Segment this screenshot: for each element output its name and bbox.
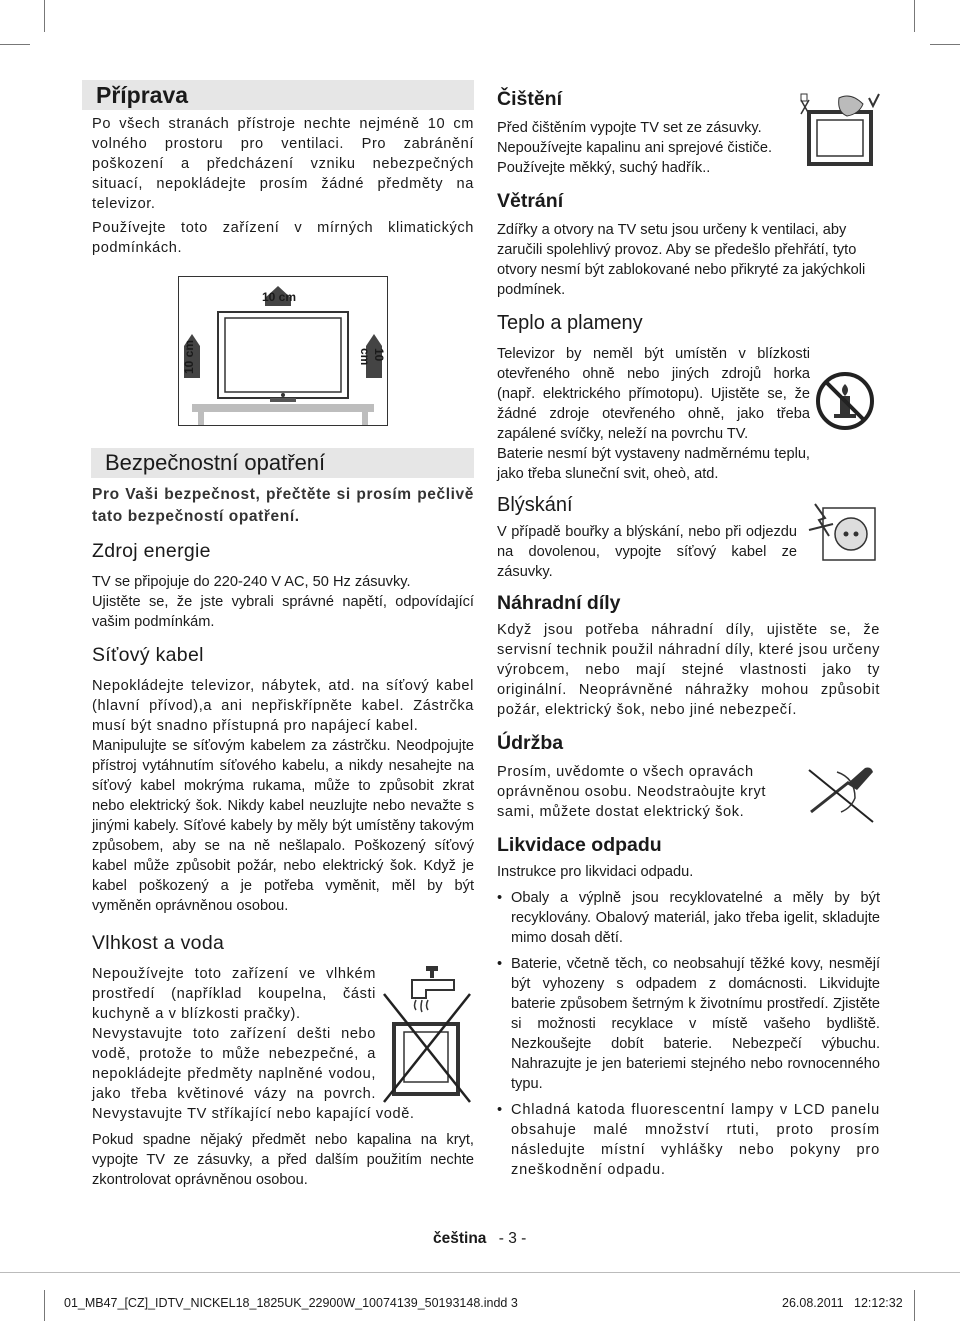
- cisteni-block: [497, 86, 880, 178]
- left-column: [92, 80, 474, 1190]
- likvidace-intro: Instrukce pro likvidaci odpadu.: [497, 864, 694, 880]
- heading-blyskani: Blýskání: [497, 494, 573, 516]
- no-open-flame-icon: [810, 344, 880, 454]
- heading-vlhkost: Vlhkost a voda: [92, 932, 225, 954]
- teplo-paragraph-2: Baterie nesmí být vystaveny nadměrnému teplu, jako třeba sluneční svit, oheò, atd.: [497, 446, 810, 482]
- clearance-top-label: 10 cm: [262, 290, 297, 304]
- right-column: [497, 80, 880, 1186]
- bullet-icon: •: [497, 1102, 503, 1118]
- list-item: [497, 954, 880, 1094]
- bezpecnost-intro: Pro Vaši bezpečnost, přečtěte si prosím pečlivě tato bezpečností opatření.: [92, 486, 474, 525]
- clearance-left-label: 10 cm: [182, 339, 197, 375]
- no-wet-cloth-icon: [797, 92, 881, 172]
- likvidace-item-text: Obaly a výplně jsou recyklovatelné a měly by být recyklovány. Obalový materiál, jako třeba igelit, skladujte mimo dosah dětí.: [511, 890, 880, 946]
- unplug-lightning-icon: [807, 498, 879, 568]
- nahradni-paragraph: Když jsou potřeba náhradní díly, ujistěte se, že servisní technik použil náhradní díly, které jsou určeny výrobcem, nebo mají stejné vlastnosti jako ty originální. Neoprávněné náhražky mohou způsobit požár, elektrický šok, nebo jiné nebezpečí.: [497, 622, 880, 718]
- no-screwdriver-icon: [807, 762, 879, 826]
- heading-teplo: Teplo a plameny: [497, 312, 643, 334]
- likvidace-item-text: Chladná katoda fluorescentní lampy v LCD panelu obsahuje malé množství rtuti, proto prosím následujte místní vyhlášky nebo pokyny pro zneškodnění odpadu.: [511, 1102, 880, 1178]
- vlhkost-paragraph-1b: Nevystavujte toto zařízení dešti nebo vodě, protože to může nebezpečné, a nepokládejte předměty naplněné vodou, jako třeba květinové vázy na povrch. Nevystavujte TV stříkající nebo kapající vodě.: [92, 1026, 415, 1122]
- vetrani-paragraph: Zdířky a otvory na TV setu jsou určeny k ventilaci, aby zaručili spolehlivý provoz. Aby se předešlo přehřátí, tyto otvory nesmí být zablokované nebo přikryté za jakýchkoli podmínek.: [497, 222, 866, 298]
- slug-rule: [0, 1272, 960, 1273]
- crop-mark: [914, 1290, 915, 1321]
- vlhkost-paragraph-1a: Nepoužívejte toto zařízení ve vlhkém prostředí (například koupelna, části kuchyně a v blízkosti pračky).: [92, 966, 376, 1022]
- list-item: [497, 888, 880, 948]
- cisteni-paragraph: Před čištěním vypojte TV set ze zásuvky. Nepoužívejte kapalinu ani sprejové čističe. Používejte měkký, suchý hadřík..: [497, 120, 773, 176]
- section-heading-bezpecnost: Bezpečnostní opatření: [91, 448, 474, 478]
- sitovy-paragraph-1b: Manipulujte se síťovým kabelem za zástrčku. Neodpojujte přístroj vytáhnutím síťového kabelu, a nikdy nesahejte na síťový kabel mokrýma rukama, může to způsobit zkrat nebo elektrický šok. Nikdy kabel neuzlujte nebo nevažte s jinými kabely. Síťové kabely by měly být umístěny takovým způsobem, aby se na ně nešlapalo. Poškozený síťový kabel může způsobit požár, nebo elektrický šok. Když je kabel poškozený a je potřeba vyměnit, měl by být vyměněn oprávněnou osobou.: [92, 738, 474, 914]
- footer-page-number: - 3 -: [498, 1230, 527, 1247]
- teplo-block: [497, 344, 880, 484]
- tv-clearance-figure: [178, 276, 388, 426]
- heading-vetrani: Větrání: [497, 190, 564, 212]
- heading-cisteni: Čištění: [497, 88, 563, 110]
- priprava-paragraph-2: Používejte toto zařízení v mírných klimatických podmínkách.: [92, 220, 474, 256]
- zdroj-paragraph-1: TV se připojuje do 220-240 V AC, 50 Hz zásuvky.: [92, 574, 411, 590]
- likvidace-item-text: Baterie, včetně těch, co neobsahují těžké kovy, nesmějí být vyhozeny s odpadem z domácnosti. Likvidujte baterie způsobem šetrným k životnímu prostředí. Zjistěte si možnosti recyklace v místě vašeho bydliště. Nezkoušejte dobít baterie. Nebezpečí výbuchu. Nahrazujte je jen bateriemi stejného nebo rovnocenného typu.: [511, 956, 880, 1092]
- bullet-icon: •: [497, 890, 503, 906]
- crop-mark: [44, 1290, 45, 1321]
- slug-time: 12:12:32: [854, 1296, 903, 1310]
- vlhkost-paragraph-2: Pokud spadne nějaký předmět nebo kapalina na kryt, vypojte TV ze zásuvky, a před dalším použitím nechte zkontrolovat oprávněnou osobou.: [92, 1132, 474, 1188]
- section-heading-priprava: Příprava: [82, 80, 474, 110]
- heading-sitovy: Síťový kabel: [92, 644, 204, 666]
- udrzba-paragraph: Prosím, uvědomte o všech opravách oprávněnou osobu. Neodstraòujte kryt sami, můžete dostat elektrický šok.: [497, 764, 767, 820]
- blyskani-block: [497, 522, 880, 582]
- heading-zdroj: Zdroj energie: [92, 540, 211, 562]
- slug-file-name: 01_MB47_[CZ]_IDTV_NICKEL18_1825UK_22900W_10074139_50193148.indd 3: [64, 1296, 518, 1310]
- clearance-right-label: 10 cm: [358, 348, 386, 366]
- crop-mark: [0, 44, 30, 45]
- vlhkost-block: [92, 964, 474, 1124]
- slug-date: 26.08.2011: [782, 1296, 844, 1310]
- heading-nahradni: Náhradní díly: [497, 592, 621, 614]
- crop-mark: [914, 0, 915, 32]
- crop-mark: [44, 0, 45, 32]
- footer-language: čeština: [433, 1230, 487, 1247]
- blyskani-paragraph: V případě bouřky a blýskání, nebo při odjezdu na dovolenou, vypojte síťový kabel ze zásuvky.: [497, 524, 797, 580]
- no-water-tap-icon: [382, 964, 474, 1104]
- list-item: [497, 1100, 880, 1180]
- heading-udrzba: Údržba: [497, 732, 564, 754]
- heading-likvidace: Likvidace odpadu: [497, 834, 662, 856]
- priprava-paragraph-1: Po všech stranách přístroje nechte nejméně 10 cm volného prostoru pro ventilaci. Pro zabránění poškození a předcházení vzniku nebezpečných situací, nepokládejte prosím žádné předměty na televizor.: [92, 116, 474, 212]
- udrzba-block: [497, 762, 880, 822]
- sitovy-paragraph-1a: Nepokládejte televizor, nábytek, atd. na síťový kabel (hlavní přívod),a ani nepřiskřípněte kabel. Zástrčka musí být snadno přístupná pro napájecí kabel.: [92, 678, 474, 734]
- teplo-paragraph-1: Televizor by neměl být umístěn v blízkosti otevřeného ohně nebo jiných zdrojů horka (např. elektrického přímotopu). Ujistěte se, že žádné zdroje otevřeného ohně, jako třeba zapálené svíčky, neleží na povrchu TV.: [497, 346, 810, 442]
- page-footer: [433, 1230, 526, 1248]
- crop-mark: [930, 44, 960, 45]
- likvidace-list: [497, 888, 880, 1180]
- bullet-icon: •: [497, 956, 503, 972]
- zdroj-paragraph-2: Ujistěte se, že jste vybrali správné napětí, odpovídající vašim podmínkám.: [92, 594, 474, 630]
